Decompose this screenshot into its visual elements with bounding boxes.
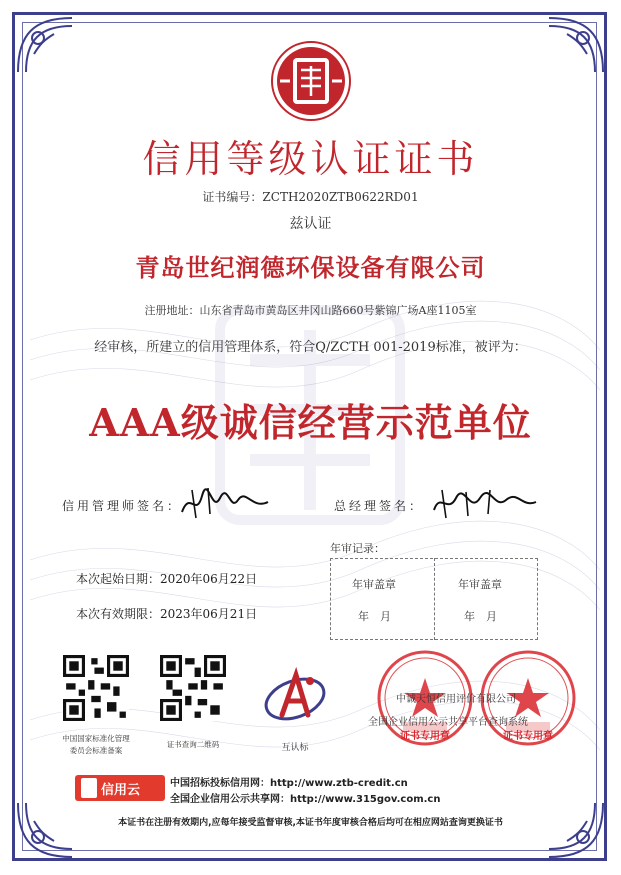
valid-until-date: 本次有效期限：2023年06月21日: [76, 607, 258, 621]
general-manager-signature-label: 总经理签名：: [334, 499, 425, 513]
mutual-recognition-logo: [262, 663, 328, 729]
registered-address: 注册地址：山东省青岛市黄岛区井冈山路660号紫锦广场A座1105室: [144, 304, 477, 317]
stamp-label-2: 证书专用章: [503, 731, 553, 742]
corner-ornament-bottom-left: [14, 799, 76, 861]
start-date: 本次起始日期：2020年06月22日: [76, 572, 258, 586]
certificate-number: 证书编号：ZCTH2020ZTB0622RD01: [202, 190, 419, 204]
corner-ornament-top-right: [545, 14, 607, 76]
xinyongyun-label: 信用云: [101, 783, 141, 798]
company-name: 青岛世纪润德环保设备有限公司: [135, 254, 486, 282]
logo-caption: 互认标: [281, 743, 309, 753]
stamp-platform-text: 全国企业信用公示共享平台查询系统: [368, 717, 528, 728]
stamp-label-1: 证书专用章: [400, 731, 450, 742]
stamp-company-text: 中诚天恒信用评价有限公司: [396, 694, 516, 705]
annual-stamp-date: 年 月: [464, 610, 497, 623]
qr-caption-standard-line1: 中国国家标准化管理: [62, 734, 130, 743]
corner-ornament-top-left: [14, 14, 76, 76]
credit-manager-signature: [178, 484, 273, 522]
qr-caption-query: 证书查询二维码: [166, 740, 220, 749]
publicity-website-line: 全国企业信用公示共享网：http://www.315gov.com.cn: [170, 794, 441, 805]
rating-title: AAA级诚信经营示范单位: [89, 400, 532, 445]
hereby-certify-text: 兹认证: [289, 216, 332, 232]
qr-caption-standard-line2: 委员会标准备案: [69, 746, 123, 755]
credit-website-line: 中国招标投标信用网：http://www.ztb-credit.cn: [170, 778, 408, 789]
certificate-title: 信用等级认证证书: [142, 137, 479, 181]
certificate-query-qr-code: [160, 655, 226, 721]
xinyongyun-badge: [75, 775, 165, 801]
corner-ornament-bottom-right: [545, 799, 607, 861]
credit-manager-signature-label: 信用管理师签名：: [62, 499, 183, 513]
general-manager-signature: [430, 484, 540, 522]
annual-stamp-date: 年 月: [358, 610, 391, 623]
review-statement: 经审核，所建立的信用管理体系，符合Q/ZCTH 001-2019标准，被评为：: [94, 340, 527, 355]
seal-emblem: [270, 40, 352, 122]
annual-stamp-label: 年审盖章: [458, 578, 502, 591]
standard-filing-qr-code: [63, 655, 129, 721]
annual-review-divider: [434, 558, 435, 640]
annual-stamp-label: 年审盖章: [352, 578, 396, 591]
footer-note: 本证书在注册有效期内,应每年接受监督审核,本证书年度审核合格后均可在相应网站查询更换证书: [118, 818, 503, 828]
annual-review-title: 年审记录：: [330, 542, 385, 555]
xinyongyun-logo-icon: [81, 778, 97, 798]
